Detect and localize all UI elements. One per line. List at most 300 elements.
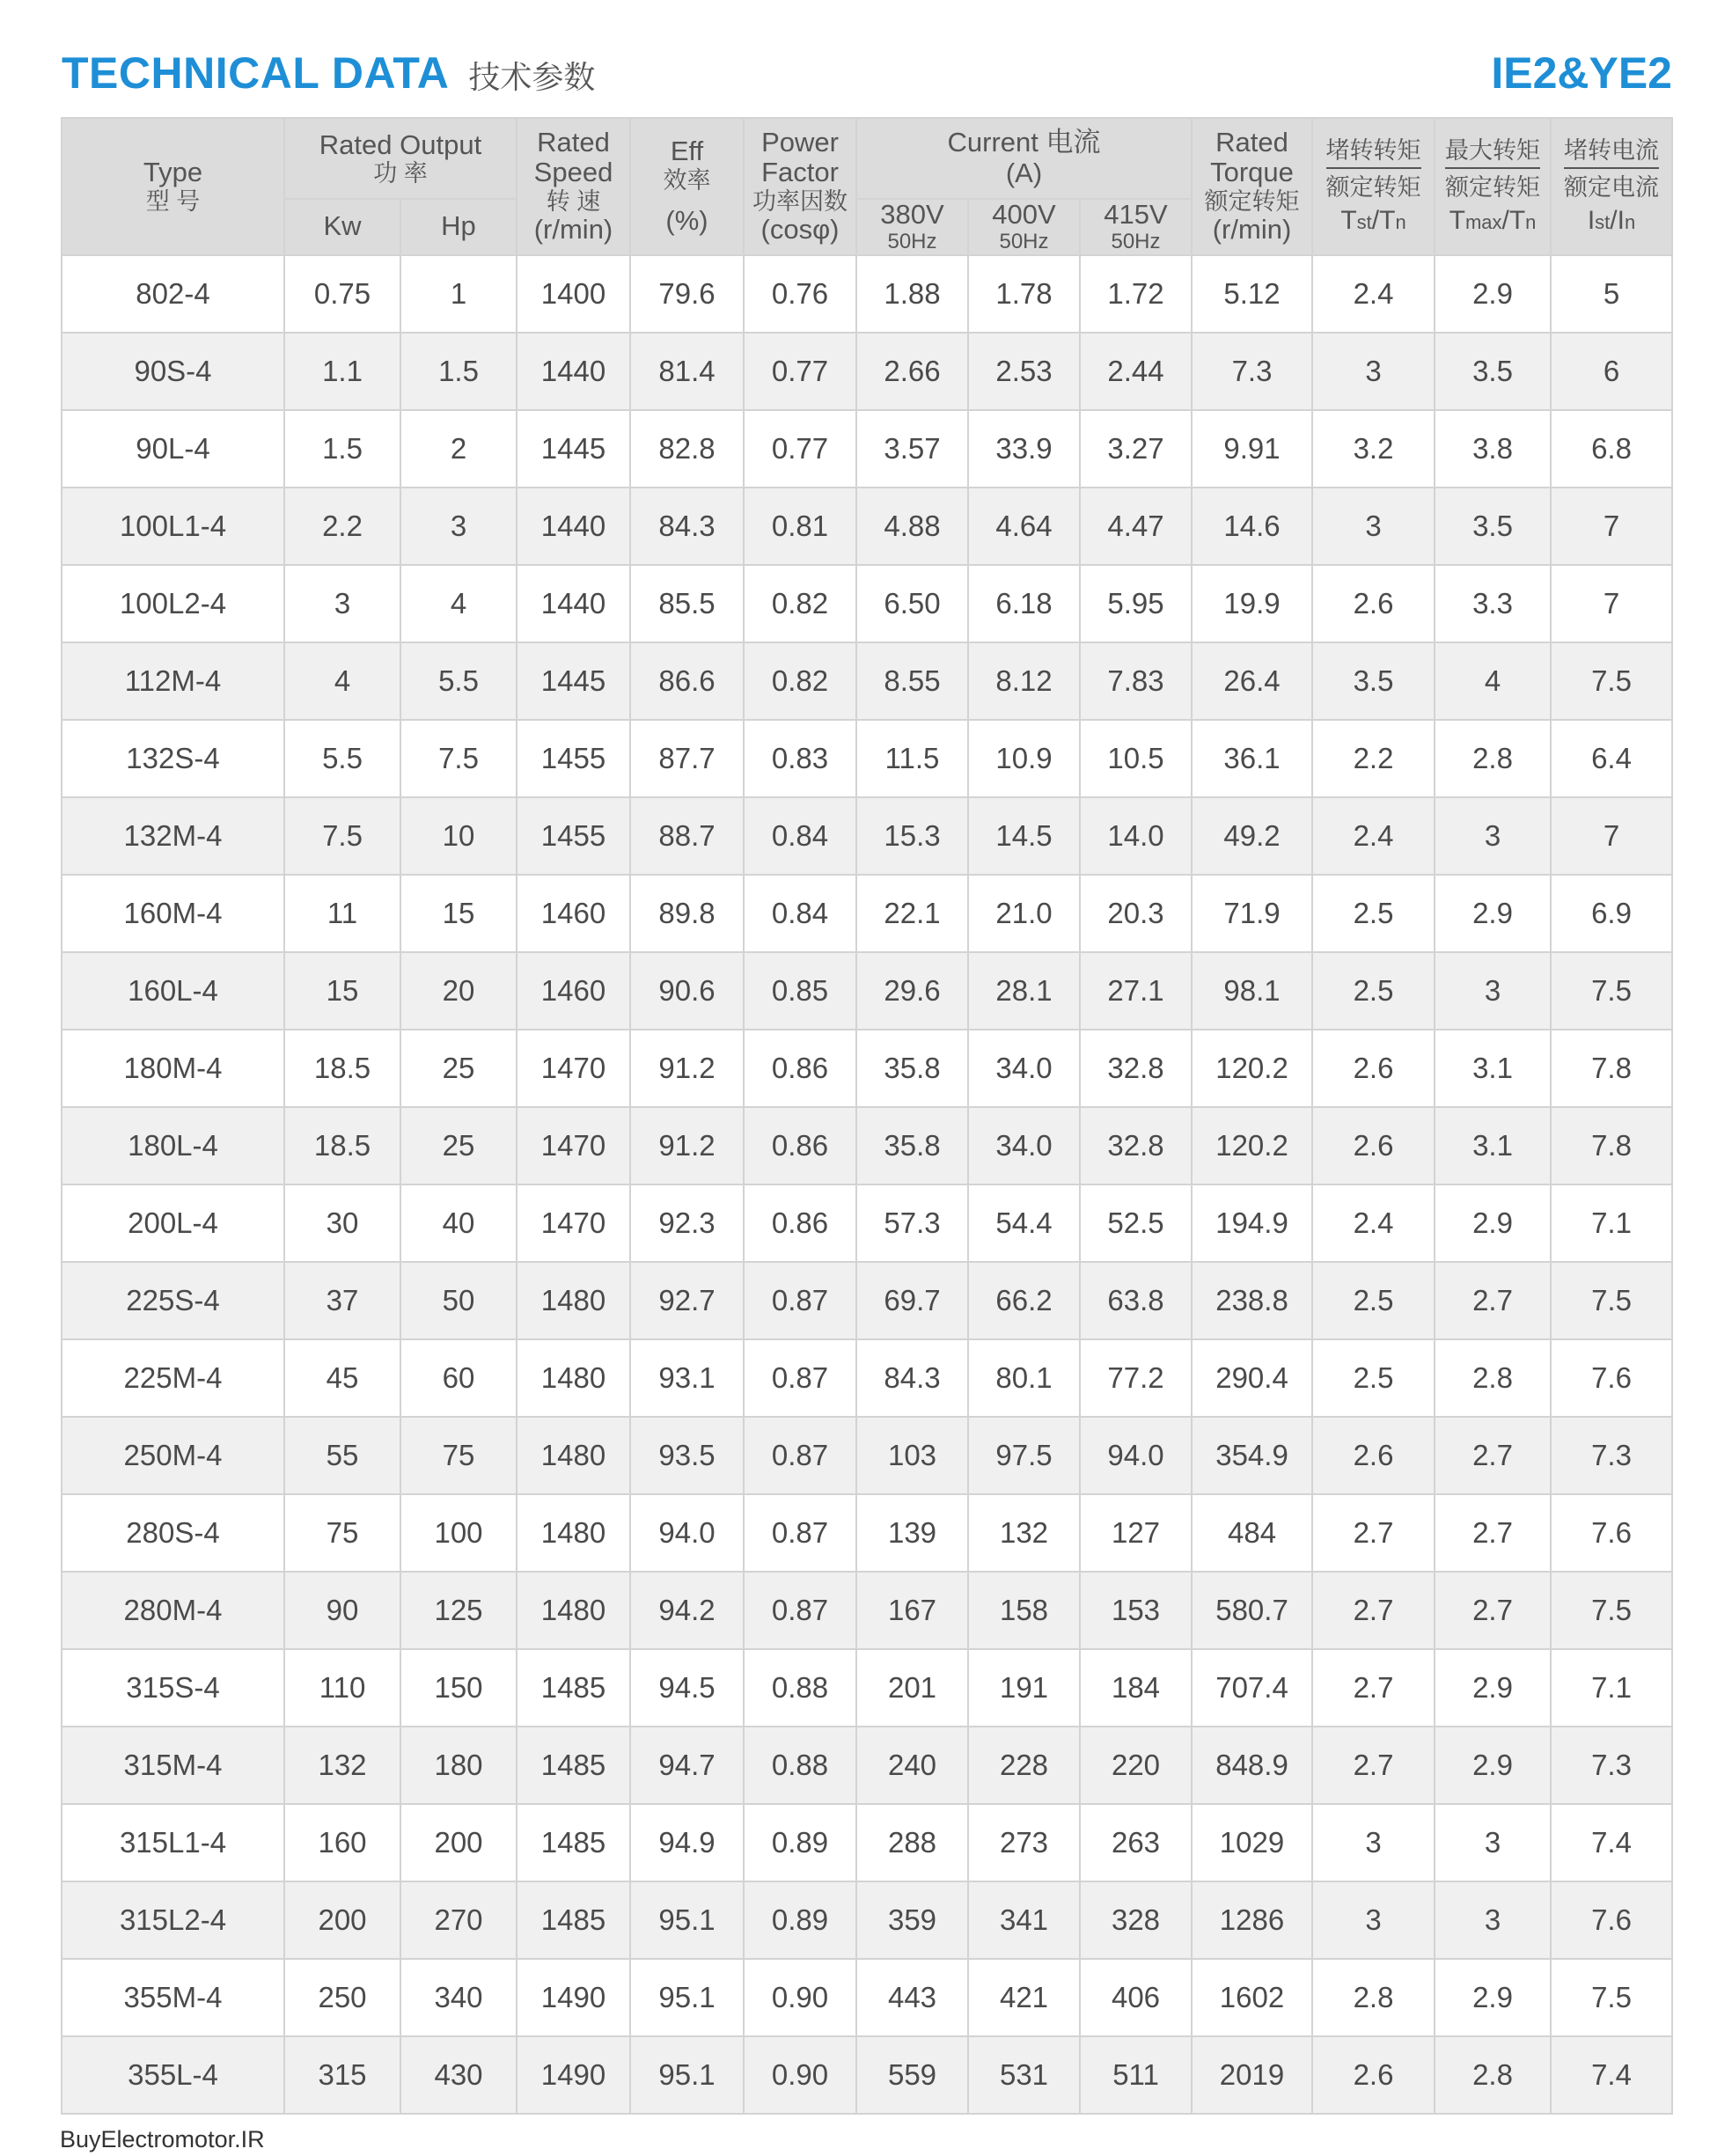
cell-output-hp: 150 — [400, 1649, 517, 1727]
header-efficiency: Eff 效率 (%) — [630, 118, 744, 255]
cell-output-kw: 15 — [284, 952, 400, 1030]
cell-power-factor: 0.85 — [744, 952, 856, 1030]
cell-current-380v: 240 — [856, 1727, 968, 1804]
cell-tst-tn: 2.7 — [1312, 1572, 1435, 1649]
cell-power-factor: 0.88 — [744, 1649, 856, 1727]
cell-type: 180L-4 — [62, 1107, 284, 1184]
cell-current-400v: 97.5 — [968, 1417, 1080, 1494]
cell-current-380v: 11.5 — [856, 720, 968, 797]
table-row — [62, 720, 1672, 797]
cell-output-hp: 50 — [400, 1262, 517, 1339]
header-locked-rotor-current: 堵转电流 额定电流 Ist/In — [1551, 118, 1672, 255]
cell-rated-speed: 1480 — [517, 1339, 630, 1417]
cell-tmax-tn: 3.1 — [1435, 1107, 1551, 1184]
model-series-label: IE2&YE2 — [1491, 48, 1672, 98]
cell-type: 132M-4 — [62, 797, 284, 875]
cell-tmax-tn: 2.7 — [1435, 1262, 1551, 1339]
cell-rated-speed: 1480 — [517, 1417, 630, 1494]
cell-efficiency: 93.1 — [630, 1339, 744, 1417]
cell-current-400v: 6.18 — [968, 565, 1080, 642]
cell-type: 315S-4 — [62, 1649, 284, 1727]
cell-output-hp: 20 — [400, 952, 517, 1030]
cell-ist-in: 7.6 — [1551, 1494, 1672, 1572]
cell-current-400v: 34.0 — [968, 1107, 1080, 1184]
table-body — [62, 255, 1672, 2114]
cell-type: 280S-4 — [62, 1494, 284, 1572]
cell-tst-tn: 2.5 — [1312, 952, 1435, 1030]
cell-rated-speed: 1485 — [517, 1649, 630, 1727]
cell-output-hp: 100 — [400, 1494, 517, 1572]
cell-type: 280M-4 — [62, 1572, 284, 1649]
cell-current-400v: 191 — [968, 1649, 1080, 1727]
cell-output-hp: 1.5 — [400, 333, 517, 410]
cell-rated-speed: 1440 — [517, 488, 630, 565]
cell-type: 225S-4 — [62, 1262, 284, 1339]
header-kw: Kw — [284, 199, 400, 255]
cell-tst-tn: 2.7 — [1312, 1727, 1435, 1804]
cell-current-380v: 22.1 — [856, 875, 968, 952]
cell-efficiency: 79.6 — [630, 255, 744, 333]
cell-tmax-tn: 3.5 — [1435, 333, 1551, 410]
cell-output-kw: 3 — [284, 565, 400, 642]
cell-tmax-tn: 3 — [1435, 1804, 1551, 1881]
cell-current-415v: 2.44 — [1080, 333, 1192, 410]
cell-power-factor: 0.84 — [744, 875, 856, 952]
cell-current-400v: 158 — [968, 1572, 1080, 1649]
cell-current-400v: 228 — [968, 1727, 1080, 1804]
cell-efficiency: 90.6 — [630, 952, 744, 1030]
table-row — [62, 642, 1672, 720]
cell-power-factor: 0.81 — [744, 488, 856, 565]
cell-ist-in: 7.5 — [1551, 952, 1672, 1030]
cell-output-hp: 1 — [400, 255, 517, 333]
cell-type: 355L-4 — [62, 2036, 284, 2114]
cell-current-400v: 273 — [968, 1804, 1080, 1881]
cell-current-380v: 29.6 — [856, 952, 968, 1030]
table-row — [62, 1030, 1672, 1107]
header-current-400v: 400V 50Hz — [968, 199, 1080, 255]
cell-efficiency: 95.1 — [630, 2036, 744, 2114]
cell-type: 225M-4 — [62, 1339, 284, 1417]
cell-ist-in: 7.5 — [1551, 1959, 1672, 2036]
cell-rated-torque: 98.1 — [1192, 952, 1312, 1030]
cell-current-380v: 2.66 — [856, 333, 968, 410]
cell-type: 250M-4 — [62, 1417, 284, 1494]
cell-tmax-tn: 2.8 — [1435, 1339, 1551, 1417]
cell-tmax-tn: 3 — [1435, 797, 1551, 875]
cell-current-380v: 35.8 — [856, 1107, 968, 1184]
cell-output-hp: 430 — [400, 2036, 517, 2114]
cell-ist-in: 7 — [1551, 565, 1672, 642]
cell-current-400v: 4.64 — [968, 488, 1080, 565]
cell-current-415v: 94.0 — [1080, 1417, 1192, 1494]
cell-output-hp: 7.5 — [400, 720, 517, 797]
cell-type: 315M-4 — [62, 1727, 284, 1804]
cell-current-380v: 443 — [856, 1959, 968, 2036]
cell-ist-in: 6.4 — [1551, 720, 1672, 797]
cell-tmax-tn: 2.7 — [1435, 1417, 1551, 1494]
cell-ist-in: 7 — [1551, 488, 1672, 565]
cell-rated-torque: 1602 — [1192, 1959, 1312, 2036]
cell-ist-in: 6 — [1551, 333, 1672, 410]
page-title: TECHNICAL DATA — [62, 48, 450, 98]
cell-output-kw: 18.5 — [284, 1030, 400, 1107]
cell-type: 160L-4 — [62, 952, 284, 1030]
cell-efficiency: 88.7 — [630, 797, 744, 875]
cell-output-hp: 125 — [400, 1572, 517, 1649]
cell-power-factor: 0.77 — [744, 333, 856, 410]
cell-type: 112M-4 — [62, 642, 284, 720]
cell-rated-torque: 290.4 — [1192, 1339, 1312, 1417]
cell-tst-tn: 2.4 — [1312, 1184, 1435, 1262]
cell-tst-tn: 3 — [1312, 333, 1435, 410]
cell-rated-torque: 120.2 — [1192, 1107, 1312, 1184]
table-row — [62, 1804, 1672, 1881]
cell-rated-torque: 2019 — [1192, 2036, 1312, 2114]
cell-rated-torque: 194.9 — [1192, 1184, 1312, 1262]
cell-tmax-tn: 3.5 — [1435, 488, 1551, 565]
cell-rated-torque: 9.91 — [1192, 410, 1312, 488]
cell-tmax-tn: 3.8 — [1435, 410, 1551, 488]
cell-current-415v: 32.8 — [1080, 1107, 1192, 1184]
table-row — [62, 488, 1672, 565]
cell-rated-torque: 19.9 — [1192, 565, 1312, 642]
cell-tmax-tn: 2.9 — [1435, 1649, 1551, 1727]
cell-output-hp: 200 — [400, 1804, 517, 1881]
footer-website: BuyElectromotor.IR — [60, 2126, 265, 2152]
cell-current-400v: 341 — [968, 1881, 1080, 1959]
cell-current-415v: 32.8 — [1080, 1030, 1192, 1107]
cell-current-415v: 52.5 — [1080, 1184, 1192, 1262]
cell-power-factor: 0.86 — [744, 1030, 856, 1107]
cell-efficiency: 95.1 — [630, 1959, 744, 2036]
cell-tst-tn: 3 — [1312, 1804, 1435, 1881]
table-header — [62, 118, 1672, 255]
cell-type: 200L-4 — [62, 1184, 284, 1262]
table-row — [62, 1572, 1672, 1649]
cell-rated-torque: 71.9 — [1192, 875, 1312, 952]
cell-rated-torque: 1029 — [1192, 1804, 1312, 1881]
cell-output-kw: 4 — [284, 642, 400, 720]
cell-output-hp: 15 — [400, 875, 517, 952]
cell-type: 90L-4 — [62, 410, 284, 488]
header-max-torque: 最大转矩 额定转矩 Tmax/Tn — [1435, 118, 1551, 255]
cell-power-factor: 0.83 — [744, 720, 856, 797]
cell-tmax-tn: 3 — [1435, 952, 1551, 1030]
cell-output-kw: 1.5 — [284, 410, 400, 488]
cell-rated-speed: 1470 — [517, 1107, 630, 1184]
cell-rated-torque: 7.3 — [1192, 333, 1312, 410]
cell-current-415v: 3.27 — [1080, 410, 1192, 488]
table-row — [62, 255, 1672, 333]
cell-current-380v: 84.3 — [856, 1339, 968, 1417]
cell-power-factor: 0.88 — [744, 1727, 856, 1804]
cell-current-400v: 66.2 — [968, 1262, 1080, 1339]
cell-ist-in: 7.1 — [1551, 1184, 1672, 1262]
header-current: Current 电流 (A) — [856, 118, 1192, 199]
cell-tmax-tn: 2.9 — [1435, 875, 1551, 952]
cell-power-factor: 0.87 — [744, 1417, 856, 1494]
cell-current-400v: 2.53 — [968, 333, 1080, 410]
ratio-tmax-tn: Tmax/Tn — [1449, 206, 1537, 236]
table-row — [62, 797, 1672, 875]
cell-rated-torque: 238.8 — [1192, 1262, 1312, 1339]
cell-efficiency: 93.5 — [630, 1417, 744, 1494]
cell-ist-in: 7.6 — [1551, 1339, 1672, 1417]
cell-tmax-tn: 2.8 — [1435, 2036, 1551, 2114]
cell-ist-in: 5 — [1551, 255, 1672, 333]
cell-efficiency: 94.5 — [630, 1649, 744, 1727]
cell-current-415v: 5.95 — [1080, 565, 1192, 642]
cell-efficiency: 94.2 — [630, 1572, 744, 1649]
table-row — [62, 1727, 1672, 1804]
cell-efficiency: 92.7 — [630, 1262, 744, 1339]
ratio-ist-in: Ist/In — [1587, 206, 1636, 236]
cell-rated-torque: 49.2 — [1192, 797, 1312, 875]
cell-ist-in: 7.1 — [1551, 1649, 1672, 1727]
table-row — [62, 1184, 1672, 1262]
cell-current-415v: 1.72 — [1080, 255, 1192, 333]
cell-output-kw: 11 — [284, 875, 400, 952]
cell-efficiency: 86.6 — [630, 642, 744, 720]
cell-efficiency: 81.4 — [630, 333, 744, 410]
cell-power-factor: 0.76 — [744, 255, 856, 333]
cell-tst-tn: 2.7 — [1312, 1494, 1435, 1572]
cell-current-400v: 132 — [968, 1494, 1080, 1572]
cell-rated-speed: 1460 — [517, 875, 630, 952]
header-current-380v: 380V 50Hz — [856, 199, 968, 255]
cell-rated-torque: 5.12 — [1192, 255, 1312, 333]
cell-tst-tn: 3.5 — [1312, 642, 1435, 720]
cell-type: 315L1-4 — [62, 1804, 284, 1881]
table-row — [62, 1107, 1672, 1184]
cell-tmax-tn: 2.7 — [1435, 1572, 1551, 1649]
cell-rated-torque: 26.4 — [1192, 642, 1312, 720]
cell-current-415v: 220 — [1080, 1727, 1192, 1804]
cell-power-factor: 0.82 — [744, 642, 856, 720]
table-row — [62, 1881, 1672, 1959]
cell-power-factor: 0.84 — [744, 797, 856, 875]
cell-tst-tn: 3 — [1312, 1881, 1435, 1959]
cell-tst-tn: 2.6 — [1312, 565, 1435, 642]
cell-output-kw: 132 — [284, 1727, 400, 1804]
cell-rated-speed: 1490 — [517, 2036, 630, 2114]
cell-current-400v: 421 — [968, 1959, 1080, 2036]
cell-rated-torque: 1286 — [1192, 1881, 1312, 1959]
cell-tst-tn: 2.4 — [1312, 255, 1435, 333]
cell-output-kw: 30 — [284, 1184, 400, 1262]
cell-current-380v: 201 — [856, 1649, 968, 1727]
cell-ist-in: 7.5 — [1551, 1262, 1672, 1339]
header-hp: Hp — [400, 199, 517, 255]
cell-rated-torque: 36.1 — [1192, 720, 1312, 797]
cell-current-380v: 288 — [856, 1804, 968, 1881]
cell-output-kw: 315 — [284, 2036, 400, 2114]
cell-tst-tn: 2.2 — [1312, 720, 1435, 797]
cell-output-kw: 5.5 — [284, 720, 400, 797]
cell-efficiency: 91.2 — [630, 1030, 744, 1107]
cell-output-kw: 37 — [284, 1262, 400, 1339]
cell-rated-torque: 580.7 — [1192, 1572, 1312, 1649]
table-row — [62, 1339, 1672, 1417]
cell-current-415v: 77.2 — [1080, 1339, 1192, 1417]
cell-rated-speed: 1470 — [517, 1030, 630, 1107]
cell-output-hp: 270 — [400, 1881, 517, 1959]
cell-current-400v: 54.4 — [968, 1184, 1080, 1262]
cell-output-hp: 75 — [400, 1417, 517, 1494]
cell-tst-tn: 2.6 — [1312, 1417, 1435, 1494]
page-title-chinese: 技术参数 — [468, 59, 596, 95]
cell-tst-tn: 2.7 — [1312, 1649, 1435, 1727]
cell-tst-tn: 3 — [1312, 488, 1435, 565]
cell-power-factor: 0.89 — [744, 1881, 856, 1959]
table-row — [62, 333, 1672, 410]
cell-current-415v: 328 — [1080, 1881, 1192, 1959]
table-row — [62, 1494, 1672, 1572]
cell-output-hp: 25 — [400, 1107, 517, 1184]
cell-output-kw: 45 — [284, 1339, 400, 1417]
header-rated-speed: Rated Speed 转 速 (r/min) — [517, 118, 630, 255]
cell-current-380v: 8.55 — [856, 642, 968, 720]
cell-power-factor: 0.89 — [744, 1804, 856, 1881]
cell-efficiency: 84.3 — [630, 488, 744, 565]
cell-efficiency: 87.7 — [630, 720, 744, 797]
cell-current-380v: 559 — [856, 2036, 968, 2114]
cell-type: 315L2-4 — [62, 1881, 284, 1959]
cell-output-kw: 1.1 — [284, 333, 400, 410]
cell-output-kw: 110 — [284, 1649, 400, 1727]
cell-rated-speed: 1470 — [517, 1184, 630, 1262]
cell-current-380v: 359 — [856, 1881, 968, 1959]
cell-rated-speed: 1480 — [517, 1572, 630, 1649]
cell-current-400v: 33.9 — [968, 410, 1080, 488]
table-row — [62, 565, 1672, 642]
cell-efficiency: 82.8 — [630, 410, 744, 488]
cell-efficiency: 92.3 — [630, 1184, 744, 1262]
cell-type: 160M-4 — [62, 875, 284, 952]
cell-efficiency: 95.1 — [630, 1881, 744, 1959]
cell-rated-speed: 1480 — [517, 1262, 630, 1339]
cell-rated-speed: 1440 — [517, 333, 630, 410]
cell-power-factor: 0.86 — [744, 1184, 856, 1262]
table-row — [62, 875, 1672, 952]
header-current-415v: 415V 50Hz — [1080, 199, 1192, 255]
cell-ist-in: 7.3 — [1551, 1727, 1672, 1804]
cell-tmax-tn: 2.9 — [1435, 255, 1551, 333]
cell-rated-torque: 707.4 — [1192, 1649, 1312, 1727]
header-locked-rotor-torque: 堵转转矩 额定转矩 Tst/Tn — [1312, 118, 1435, 255]
cell-type: 355M-4 — [62, 1959, 284, 2036]
cell-current-380v: 57.3 — [856, 1184, 968, 1262]
cell-tst-tn: 2.6 — [1312, 1107, 1435, 1184]
cell-type: 100L2-4 — [62, 565, 284, 642]
cell-rated-torque: 120.2 — [1192, 1030, 1312, 1107]
cell-type: 180M-4 — [62, 1030, 284, 1107]
cell-ist-in: 7.3 — [1551, 1417, 1672, 1494]
cell-output-kw: 200 — [284, 1881, 400, 1959]
cell-current-400v: 10.9 — [968, 720, 1080, 797]
cell-rated-speed: 1440 — [517, 565, 630, 642]
cell-current-415v: 127 — [1080, 1494, 1192, 1572]
cell-power-factor: 0.77 — [744, 410, 856, 488]
cell-tst-tn: 2.5 — [1312, 1339, 1435, 1417]
table-row — [62, 1649, 1672, 1727]
cell-current-380v: 103 — [856, 1417, 968, 1494]
cell-current-380v: 6.50 — [856, 565, 968, 642]
cell-rated-speed: 1445 — [517, 410, 630, 488]
cell-power-factor: 0.87 — [744, 1494, 856, 1572]
cell-ist-in: 7.4 — [1551, 1804, 1672, 1881]
cell-output-hp: 60 — [400, 1339, 517, 1417]
cell-ist-in: 7.5 — [1551, 642, 1672, 720]
cell-current-380v: 35.8 — [856, 1030, 968, 1107]
cell-current-415v: 20.3 — [1080, 875, 1192, 952]
cell-tmax-tn: 2.8 — [1435, 720, 1551, 797]
cell-tst-tn: 2.8 — [1312, 1959, 1435, 2036]
cell-output-hp: 180 — [400, 1727, 517, 1804]
cell-output-hp: 3 — [400, 488, 517, 565]
header-rated-output: Rated Output 功 率 — [284, 118, 517, 199]
cell-output-hp: 340 — [400, 1959, 517, 2036]
header-rated-torque: Rated Torque 额定转矩 (r/min) — [1192, 118, 1312, 255]
cell-current-415v: 263 — [1080, 1804, 1192, 1881]
cell-current-400v: 28.1 — [968, 952, 1080, 1030]
cell-type: 802-4 — [62, 255, 284, 333]
cell-tmax-tn: 3.3 — [1435, 565, 1551, 642]
cell-tmax-tn: 3 — [1435, 1881, 1551, 1959]
cell-current-415v: 406 — [1080, 1959, 1192, 2036]
cell-rated-torque: 14.6 — [1192, 488, 1312, 565]
cell-output-hp: 40 — [400, 1184, 517, 1262]
cell-output-kw: 0.75 — [284, 255, 400, 333]
cell-tst-tn: 2.6 — [1312, 2036, 1435, 2114]
cell-type: 100L1-4 — [62, 488, 284, 565]
cell-current-400v: 1.78 — [968, 255, 1080, 333]
cell-current-415v: 7.83 — [1080, 642, 1192, 720]
ratio-tst-tn: Tst/Tn — [1340, 206, 1406, 236]
cell-current-380v: 3.57 — [856, 410, 968, 488]
cell-rated-speed: 1455 — [517, 720, 630, 797]
cell-rated-speed: 1480 — [517, 1494, 630, 1572]
header-power-factor: Power Factor 功率因数 (cosφ) — [744, 118, 856, 255]
cell-current-415v: 27.1 — [1080, 952, 1192, 1030]
cell-output-kw: 75 — [284, 1494, 400, 1572]
cell-output-hp: 2 — [400, 410, 517, 488]
cell-type: 132S-4 — [62, 720, 284, 797]
page-title-group — [62, 48, 595, 100]
cell-power-factor: 0.86 — [744, 1107, 856, 1184]
cell-rated-torque: 354.9 — [1192, 1417, 1312, 1494]
cell-rated-speed: 1400 — [517, 255, 630, 333]
cell-output-kw: 55 — [284, 1417, 400, 1494]
cell-current-415v: 63.8 — [1080, 1262, 1192, 1339]
cell-ist-in: 7.8 — [1551, 1107, 1672, 1184]
cell-rated-speed: 1455 — [517, 797, 630, 875]
cell-current-380v: 1.88 — [856, 255, 968, 333]
cell-power-factor: 0.87 — [744, 1572, 856, 1649]
cell-current-415v: 4.47 — [1080, 488, 1192, 565]
cell-rated-torque: 848.9 — [1192, 1727, 1312, 1804]
table-row — [62, 410, 1672, 488]
cell-tst-tn: 2.5 — [1312, 1262, 1435, 1339]
cell-tmax-tn: 2.7 — [1435, 1494, 1551, 1572]
cell-current-415v: 10.5 — [1080, 720, 1192, 797]
cell-output-kw: 2.2 — [284, 488, 400, 565]
cell-output-hp: 10 — [400, 797, 517, 875]
table-row — [62, 1262, 1672, 1339]
cell-efficiency: 91.2 — [630, 1107, 744, 1184]
cell-current-380v: 69.7 — [856, 1262, 968, 1339]
